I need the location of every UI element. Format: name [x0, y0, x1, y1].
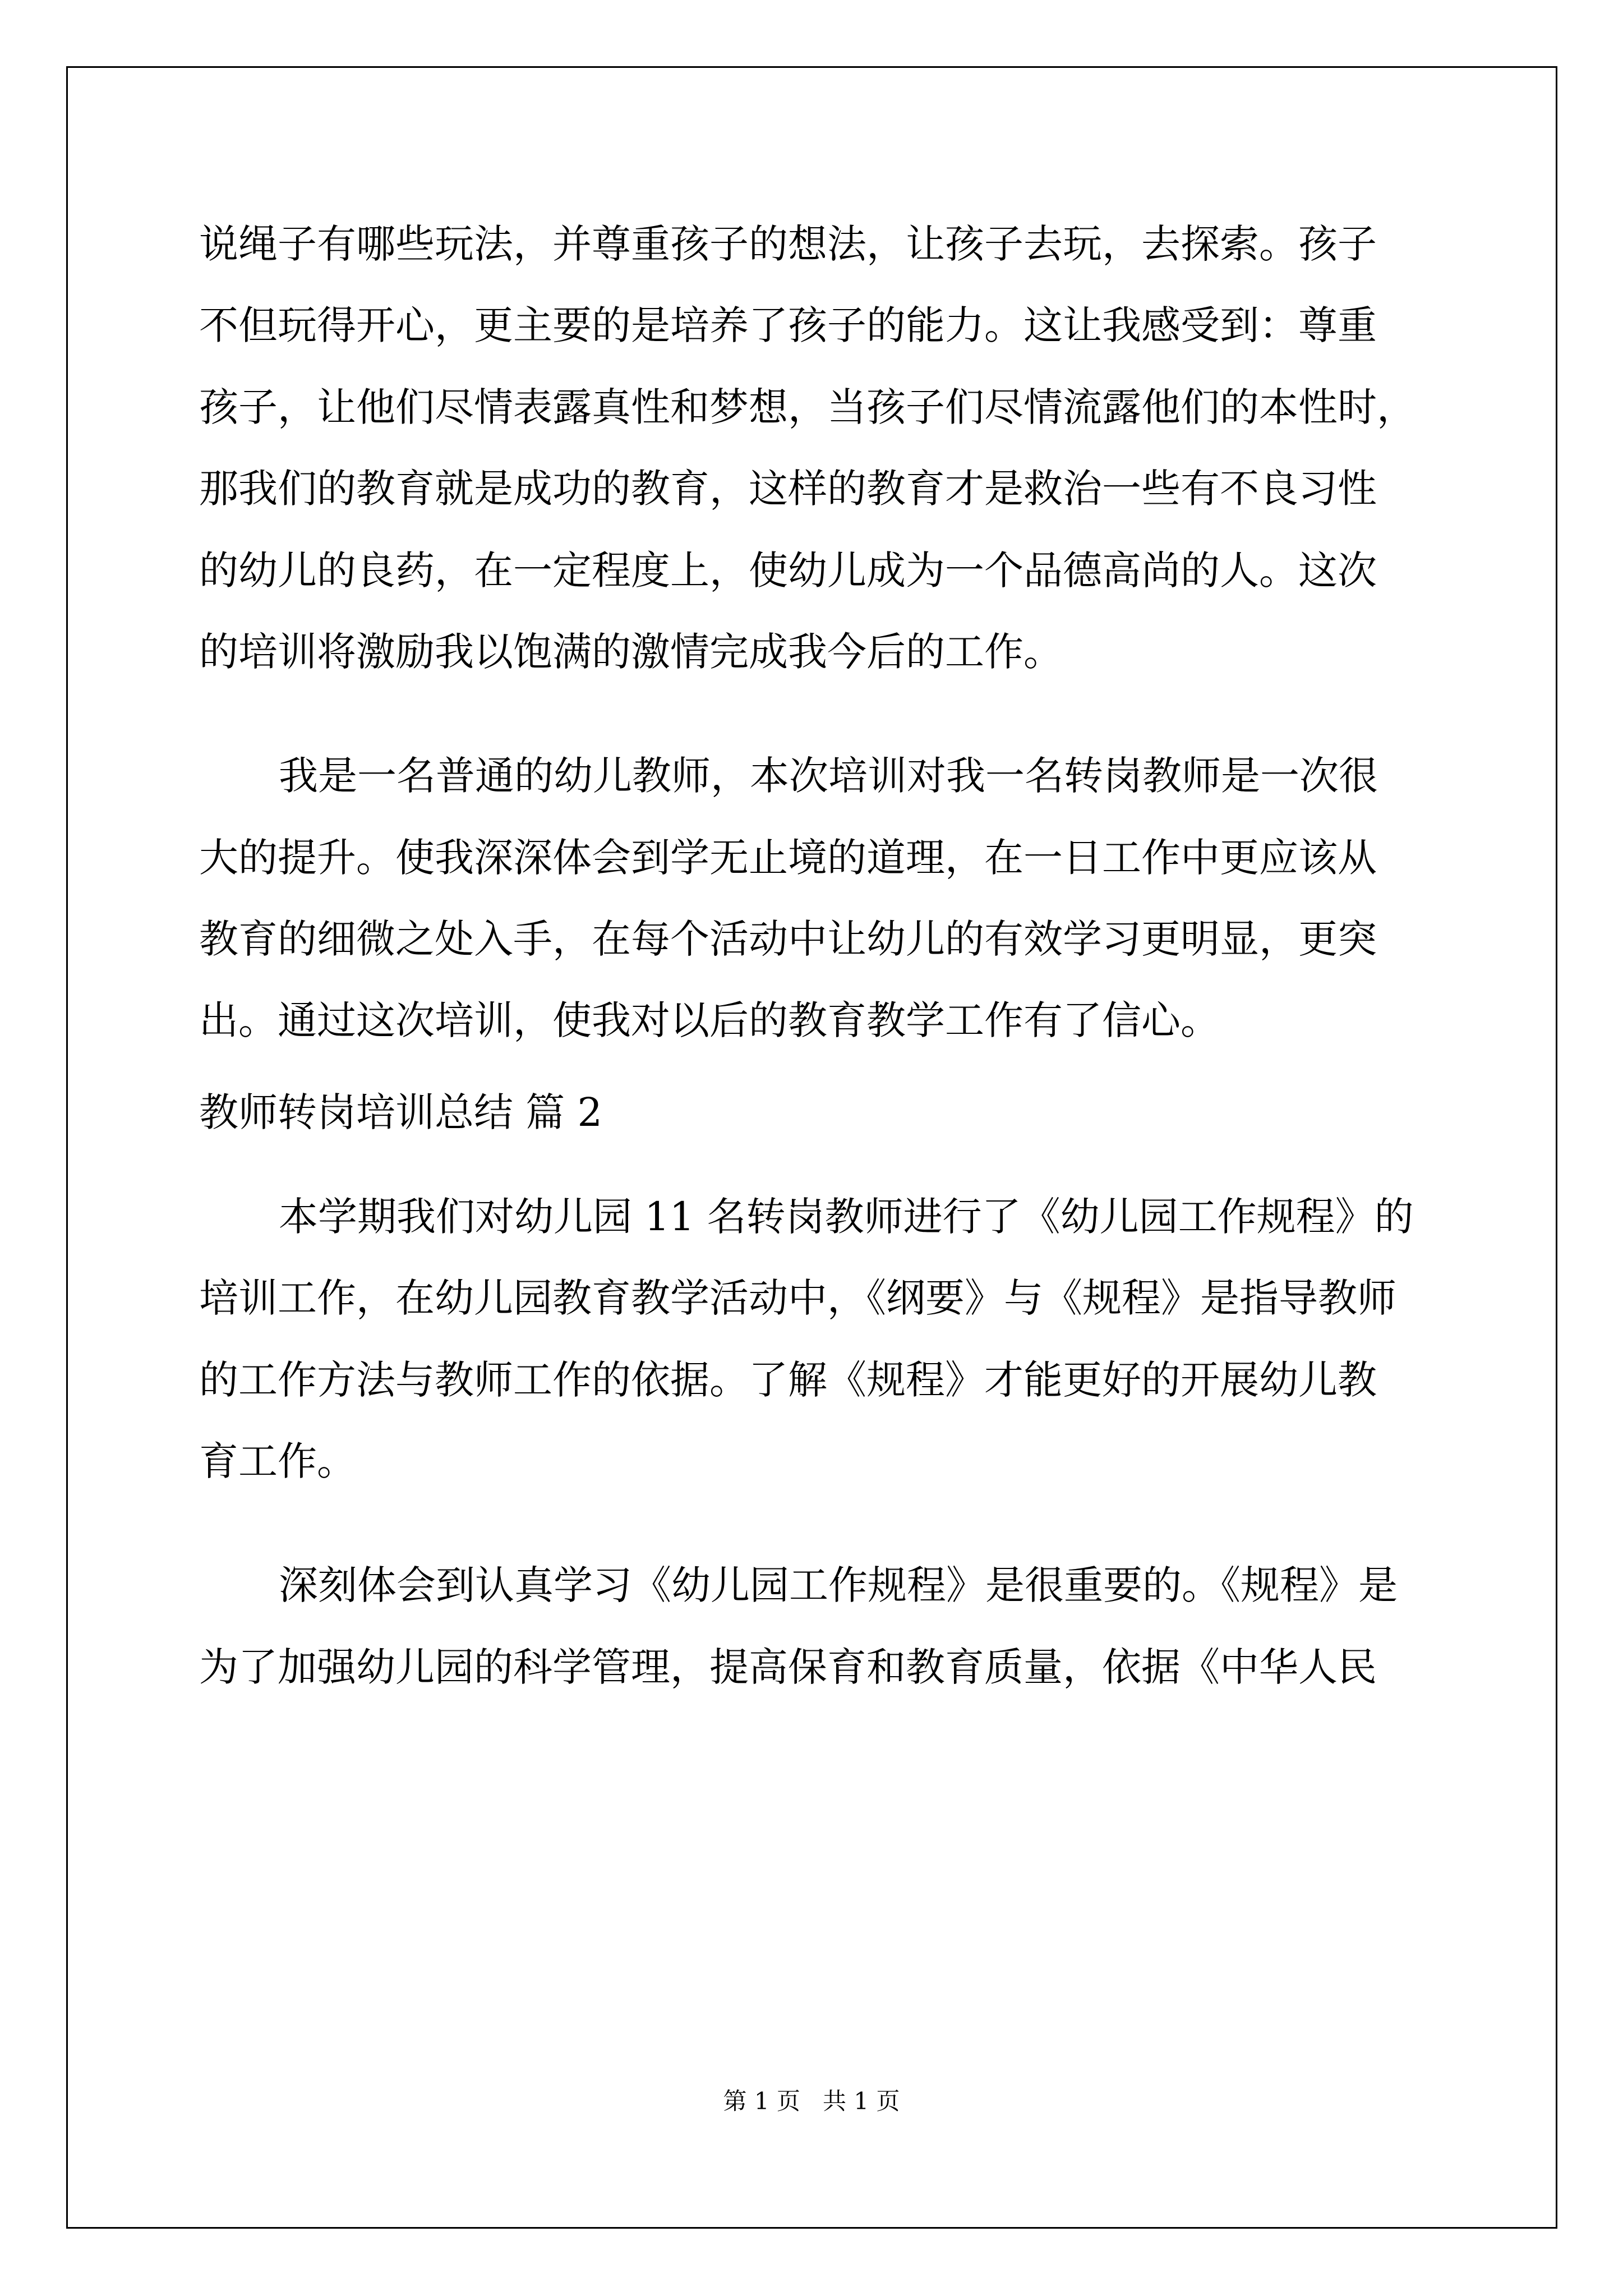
- page-footer: 第 1 页 共 1 页: [723, 2087, 900, 2115]
- text-line: 育工作。: [199, 1438, 356, 1484]
- text-line: 出。通过这次培训，使我对以后的教育教学工作有了信心。: [199, 997, 1220, 1043]
- text-line: 那我们的教育就是成功的教育，这样的教育才是救治一些有不良习性: [199, 466, 1377, 512]
- text-line: 深刻体会到认真学习《幼儿园工作规程》是很重要的。《规程》是: [279, 1562, 1398, 1608]
- text-line: 说绳子有哪些玩法，并尊重孩子的想法，让孩子去玩，去探索。孩子: [199, 221, 1377, 267]
- text-line: 的工作方法与教师工作的依据。了解《规程》才能更好的开展幼儿教: [199, 1357, 1377, 1403]
- text-line: 为了加强幼儿园的科学管理，提高保育和教育质量，依据《中华人民: [199, 1644, 1377, 1690]
- text-line: 大的提升。使我深深体会到学无止境的道理，在一日工作中更应该从: [199, 835, 1377, 881]
- text-line: 不但玩得开心，更主要的是培养了孩子的能力。这让我感受到：尊重: [199, 302, 1377, 348]
- text-line: 本学期我们对幼儿园 11 名转岗教师进行了《幼儿园工作规程》的: [279, 1194, 1414, 1240]
- section-heading: 教师转岗培训总结 篇 2: [199, 1089, 603, 1135]
- text-line: 我是一名普通的幼儿教师，本次培训对我一名转岗教师是一次很: [279, 753, 1378, 799]
- text-line: 的幼儿的良药，在一定程度上，使幼儿成为一个品德高尚的人。这次: [199, 547, 1377, 593]
- text-line: 培训工作，在幼儿园教育教学活动中，《纲要》与《规程》是指导教师: [199, 1275, 1396, 1321]
- text-line: 教育的细微之处入手，在每个活动中让幼儿的有效学习更明显，更突: [199, 916, 1377, 962]
- text-line: 的培训将激励我以饱满的激情完成我今后的工作。: [199, 629, 1063, 675]
- text-line: 孩子，让他们尽情表露真性和梦想，当孩子们尽情流露他们的本性时，: [199, 384, 1416, 430]
